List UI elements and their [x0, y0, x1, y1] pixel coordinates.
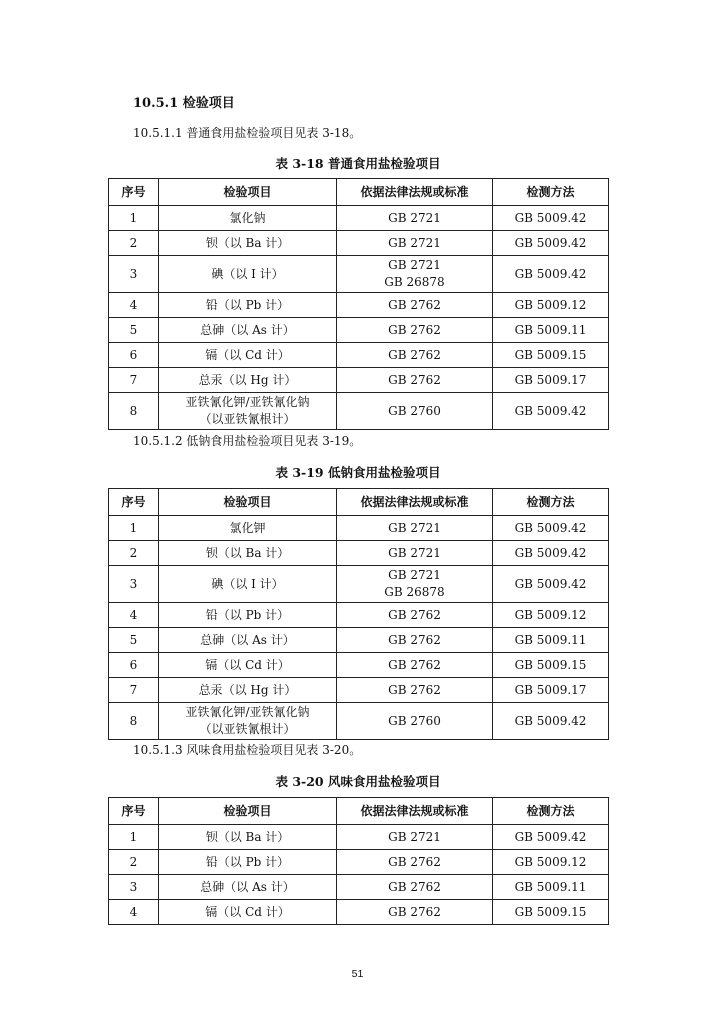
cell-method: GB 5009.15	[493, 900, 609, 925]
cell-item-line: 铅（以 Pb 计）	[205, 854, 290, 869]
cell-method: GB 5009.11	[493, 628, 609, 653]
cell-method: GB 5009.42	[493, 231, 609, 256]
cell-method: GB 5009.15	[493, 343, 609, 368]
cell-basis-line: GB 2762	[388, 682, 441, 697]
cell-item-line: 碘（以 I 计）	[211, 266, 284, 281]
cell-basis	[337, 875, 493, 900]
cell-basis-line: GB 2721	[388, 520, 441, 535]
cell-item-line: 总汞（以 Hg 计）	[198, 682, 297, 697]
cell-basis-line: GB 2721	[388, 829, 441, 844]
table-row	[109, 900, 609, 925]
cell-method: GB 5009.42	[493, 393, 609, 430]
cell-basis	[337, 653, 493, 678]
cell-basis	[337, 603, 493, 628]
table-row	[109, 825, 609, 850]
cell-item-line: 总砷（以 As 计）	[200, 879, 295, 894]
cell-item-line: 亚铁氰化钾/亚铁氰化钠	[185, 705, 310, 719]
header-item: 检验项目	[159, 179, 337, 206]
table-row	[109, 566, 609, 603]
cell-method: GB 5009.42	[493, 541, 609, 566]
cell-basis-line: GB 2721	[388, 568, 441, 582]
cell-basis-line: GB 2762	[388, 657, 441, 672]
table-3-20	[108, 797, 609, 925]
cell-method: GB 5009.42	[493, 703, 609, 740]
cell-item	[159, 825, 337, 850]
cell-method: GB 5009.42	[493, 825, 609, 850]
cell-basis-line: GB 2721	[388, 258, 441, 272]
cell-no: 4	[109, 900, 159, 925]
cell-basis	[337, 393, 493, 430]
cell-item	[159, 231, 337, 256]
table-row	[109, 318, 609, 343]
cell-basis-line: GB 2762	[388, 372, 441, 387]
cell-item-line: 碘（以 I 计）	[211, 576, 284, 591]
cell-basis-line: GB 2721	[388, 235, 441, 250]
cell-method: GB 5009.42	[493, 566, 609, 603]
cell-basis-line: GB 2760	[388, 403, 441, 418]
cell-no: 3	[109, 256, 159, 293]
cell-item-line: 总砷（以 As 计）	[200, 632, 295, 647]
cell-basis	[337, 293, 493, 318]
header-item: 检验项目	[159, 489, 337, 516]
cell-item-line: （以亚铁氰根计）	[199, 722, 296, 736]
cell-item	[159, 368, 337, 393]
table-caption-3-20: 表 3-20 风味食用盐检验项目	[275, 774, 441, 789]
header-method: 检测方法	[493, 179, 609, 206]
cell-no: 8	[109, 703, 159, 740]
cell-method: GB 5009.17	[493, 368, 609, 393]
intro-paragraph-2: 10.5.1.2 低钠食用盐检验项目见表 3-19。	[133, 434, 362, 448]
cell-basis-line: GB 26878	[384, 275, 445, 289]
cell-no: 8	[109, 393, 159, 430]
cell-basis	[337, 541, 493, 566]
header-item: 检验项目	[159, 798, 337, 825]
cell-no: 2	[109, 231, 159, 256]
header-basis: 依据法律法规或标准	[337, 489, 493, 516]
table-header-row	[109, 798, 609, 825]
cell-basis-line: GB 2762	[388, 904, 441, 919]
cell-method: GB 5009.42	[493, 206, 609, 231]
table-row	[109, 293, 609, 318]
table-row	[109, 653, 609, 678]
cell-basis-line: GB 2762	[388, 322, 441, 337]
cell-item-line: 亚铁氰化钾/亚铁氰化钠	[185, 395, 310, 409]
cell-no: 7	[109, 678, 159, 703]
cell-method: GB 5009.11	[493, 318, 609, 343]
cell-item	[159, 541, 337, 566]
cell-no: 3	[109, 566, 159, 603]
cell-no: 6	[109, 653, 159, 678]
table-3-19	[108, 488, 609, 740]
cell-item	[159, 516, 337, 541]
intro-paragraph-1: 10.5.1.1 普通食用盐检验项目见表 3-18。	[133, 126, 362, 140]
cell-basis	[337, 678, 493, 703]
cell-basis	[337, 206, 493, 231]
cell-method: GB 5009.15	[493, 653, 609, 678]
intro-paragraph-3: 10.5.1.3 风味食用盐检验项目见表 3-20。	[133, 743, 362, 757]
cell-method: GB 5009.42	[493, 516, 609, 541]
cell-item	[159, 318, 337, 343]
cell-no: 5	[109, 628, 159, 653]
cell-item	[159, 206, 337, 231]
cell-basis-line: GB 2762	[388, 347, 441, 362]
table-row	[109, 231, 609, 256]
table-row	[109, 603, 609, 628]
cell-item-line: 镉（以 Cd 计）	[205, 657, 290, 672]
header-no: 序号	[109, 179, 159, 206]
cell-item	[159, 566, 337, 603]
cell-item-line: 总汞（以 Hg 计）	[198, 372, 297, 387]
page-number: 51	[351, 968, 364, 980]
cell-item	[159, 293, 337, 318]
cell-basis	[337, 566, 493, 603]
section-heading: 10.5.1 检验项目	[133, 96, 235, 111]
cell-method: GB 5009.12	[493, 293, 609, 318]
cell-item	[159, 343, 337, 368]
table-row	[109, 206, 609, 231]
cell-item-line: 氯化钾	[229, 520, 266, 535]
cell-item	[159, 256, 337, 293]
cell-basis-line: GB 2760	[388, 713, 441, 728]
table-header-row	[109, 179, 609, 206]
table-row	[109, 368, 609, 393]
cell-basis	[337, 256, 493, 293]
cell-no: 1	[109, 516, 159, 541]
table-row	[109, 256, 609, 293]
cell-method: GB 5009.42	[493, 256, 609, 293]
table-3-18	[108, 178, 609, 430]
cell-item	[159, 900, 337, 925]
cell-item-line: 钡（以 Ba 计）	[205, 235, 290, 250]
header-method: 检测方法	[493, 489, 609, 516]
table-row	[109, 875, 609, 900]
cell-basis-line: GB 2762	[388, 854, 441, 869]
cell-item-line: 铅（以 Pb 计）	[205, 607, 290, 622]
cell-no: 7	[109, 368, 159, 393]
table-row	[109, 628, 609, 653]
cell-no: 5	[109, 318, 159, 343]
cell-item-line: 镉（以 Cd 计）	[205, 347, 290, 362]
cell-item	[159, 703, 337, 740]
table-row	[109, 393, 609, 430]
cell-basis	[337, 850, 493, 875]
table-row	[109, 678, 609, 703]
cell-method: GB 5009.17	[493, 678, 609, 703]
table-caption-3-19: 表 3-19 低钠食用盐检验项目	[275, 465, 441, 480]
cell-basis	[337, 703, 493, 740]
table-row	[109, 541, 609, 566]
header-no: 序号	[109, 489, 159, 516]
cell-basis-line: GB 2762	[388, 879, 441, 894]
header-basis: 依据法律法规或标准	[337, 179, 493, 206]
cell-basis	[337, 231, 493, 256]
cell-basis	[337, 900, 493, 925]
cell-basis	[337, 368, 493, 393]
cell-basis	[337, 825, 493, 850]
cell-item	[159, 850, 337, 875]
cell-no: 1	[109, 206, 159, 231]
cell-no: 4	[109, 293, 159, 318]
table-row	[109, 516, 609, 541]
table-row	[109, 850, 609, 875]
cell-item-line: （以亚铁氰根计）	[199, 412, 296, 426]
cell-item-line: 氯化钠	[229, 210, 266, 225]
cell-method: GB 5009.12	[493, 603, 609, 628]
table-row	[109, 703, 609, 740]
cell-basis-line: GB 2762	[388, 297, 441, 312]
cell-no: 2	[109, 850, 159, 875]
cell-item	[159, 393, 337, 430]
cell-method: GB 5009.12	[493, 850, 609, 875]
cell-item	[159, 603, 337, 628]
cell-item	[159, 875, 337, 900]
header-no: 序号	[109, 798, 159, 825]
cell-item	[159, 653, 337, 678]
cell-item-line: 总砷（以 As 计）	[200, 322, 295, 337]
cell-basis-line: GB 2762	[388, 607, 441, 622]
cell-basis	[337, 516, 493, 541]
cell-no: 2	[109, 541, 159, 566]
table-caption-3-18: 表 3-18 普通食用盐检验项目	[275, 156, 441, 171]
cell-basis-line: GB 26878	[384, 585, 445, 599]
cell-basis	[337, 628, 493, 653]
cell-item	[159, 678, 337, 703]
table-row	[109, 343, 609, 368]
cell-no: 4	[109, 603, 159, 628]
cell-item-line: 钡（以 Ba 计）	[205, 545, 290, 560]
cell-basis	[337, 318, 493, 343]
cell-basis-line: GB 2762	[388, 632, 441, 647]
cell-item-line: 铅（以 Pb 计）	[205, 297, 290, 312]
table-header-row	[109, 489, 609, 516]
cell-item-line: 钡（以 Ba 计）	[205, 829, 290, 844]
cell-basis-line: GB 2721	[388, 545, 441, 560]
header-method: 检测方法	[493, 798, 609, 825]
cell-no: 6	[109, 343, 159, 368]
cell-no: 3	[109, 875, 159, 900]
header-basis: 依据法律法规或标准	[337, 798, 493, 825]
cell-basis-line: GB 2721	[388, 210, 441, 225]
cell-method: GB 5009.11	[493, 875, 609, 900]
cell-no: 1	[109, 825, 159, 850]
cell-basis	[337, 343, 493, 368]
cell-item	[159, 628, 337, 653]
cell-item-line: 镉（以 Cd 计）	[205, 904, 290, 919]
